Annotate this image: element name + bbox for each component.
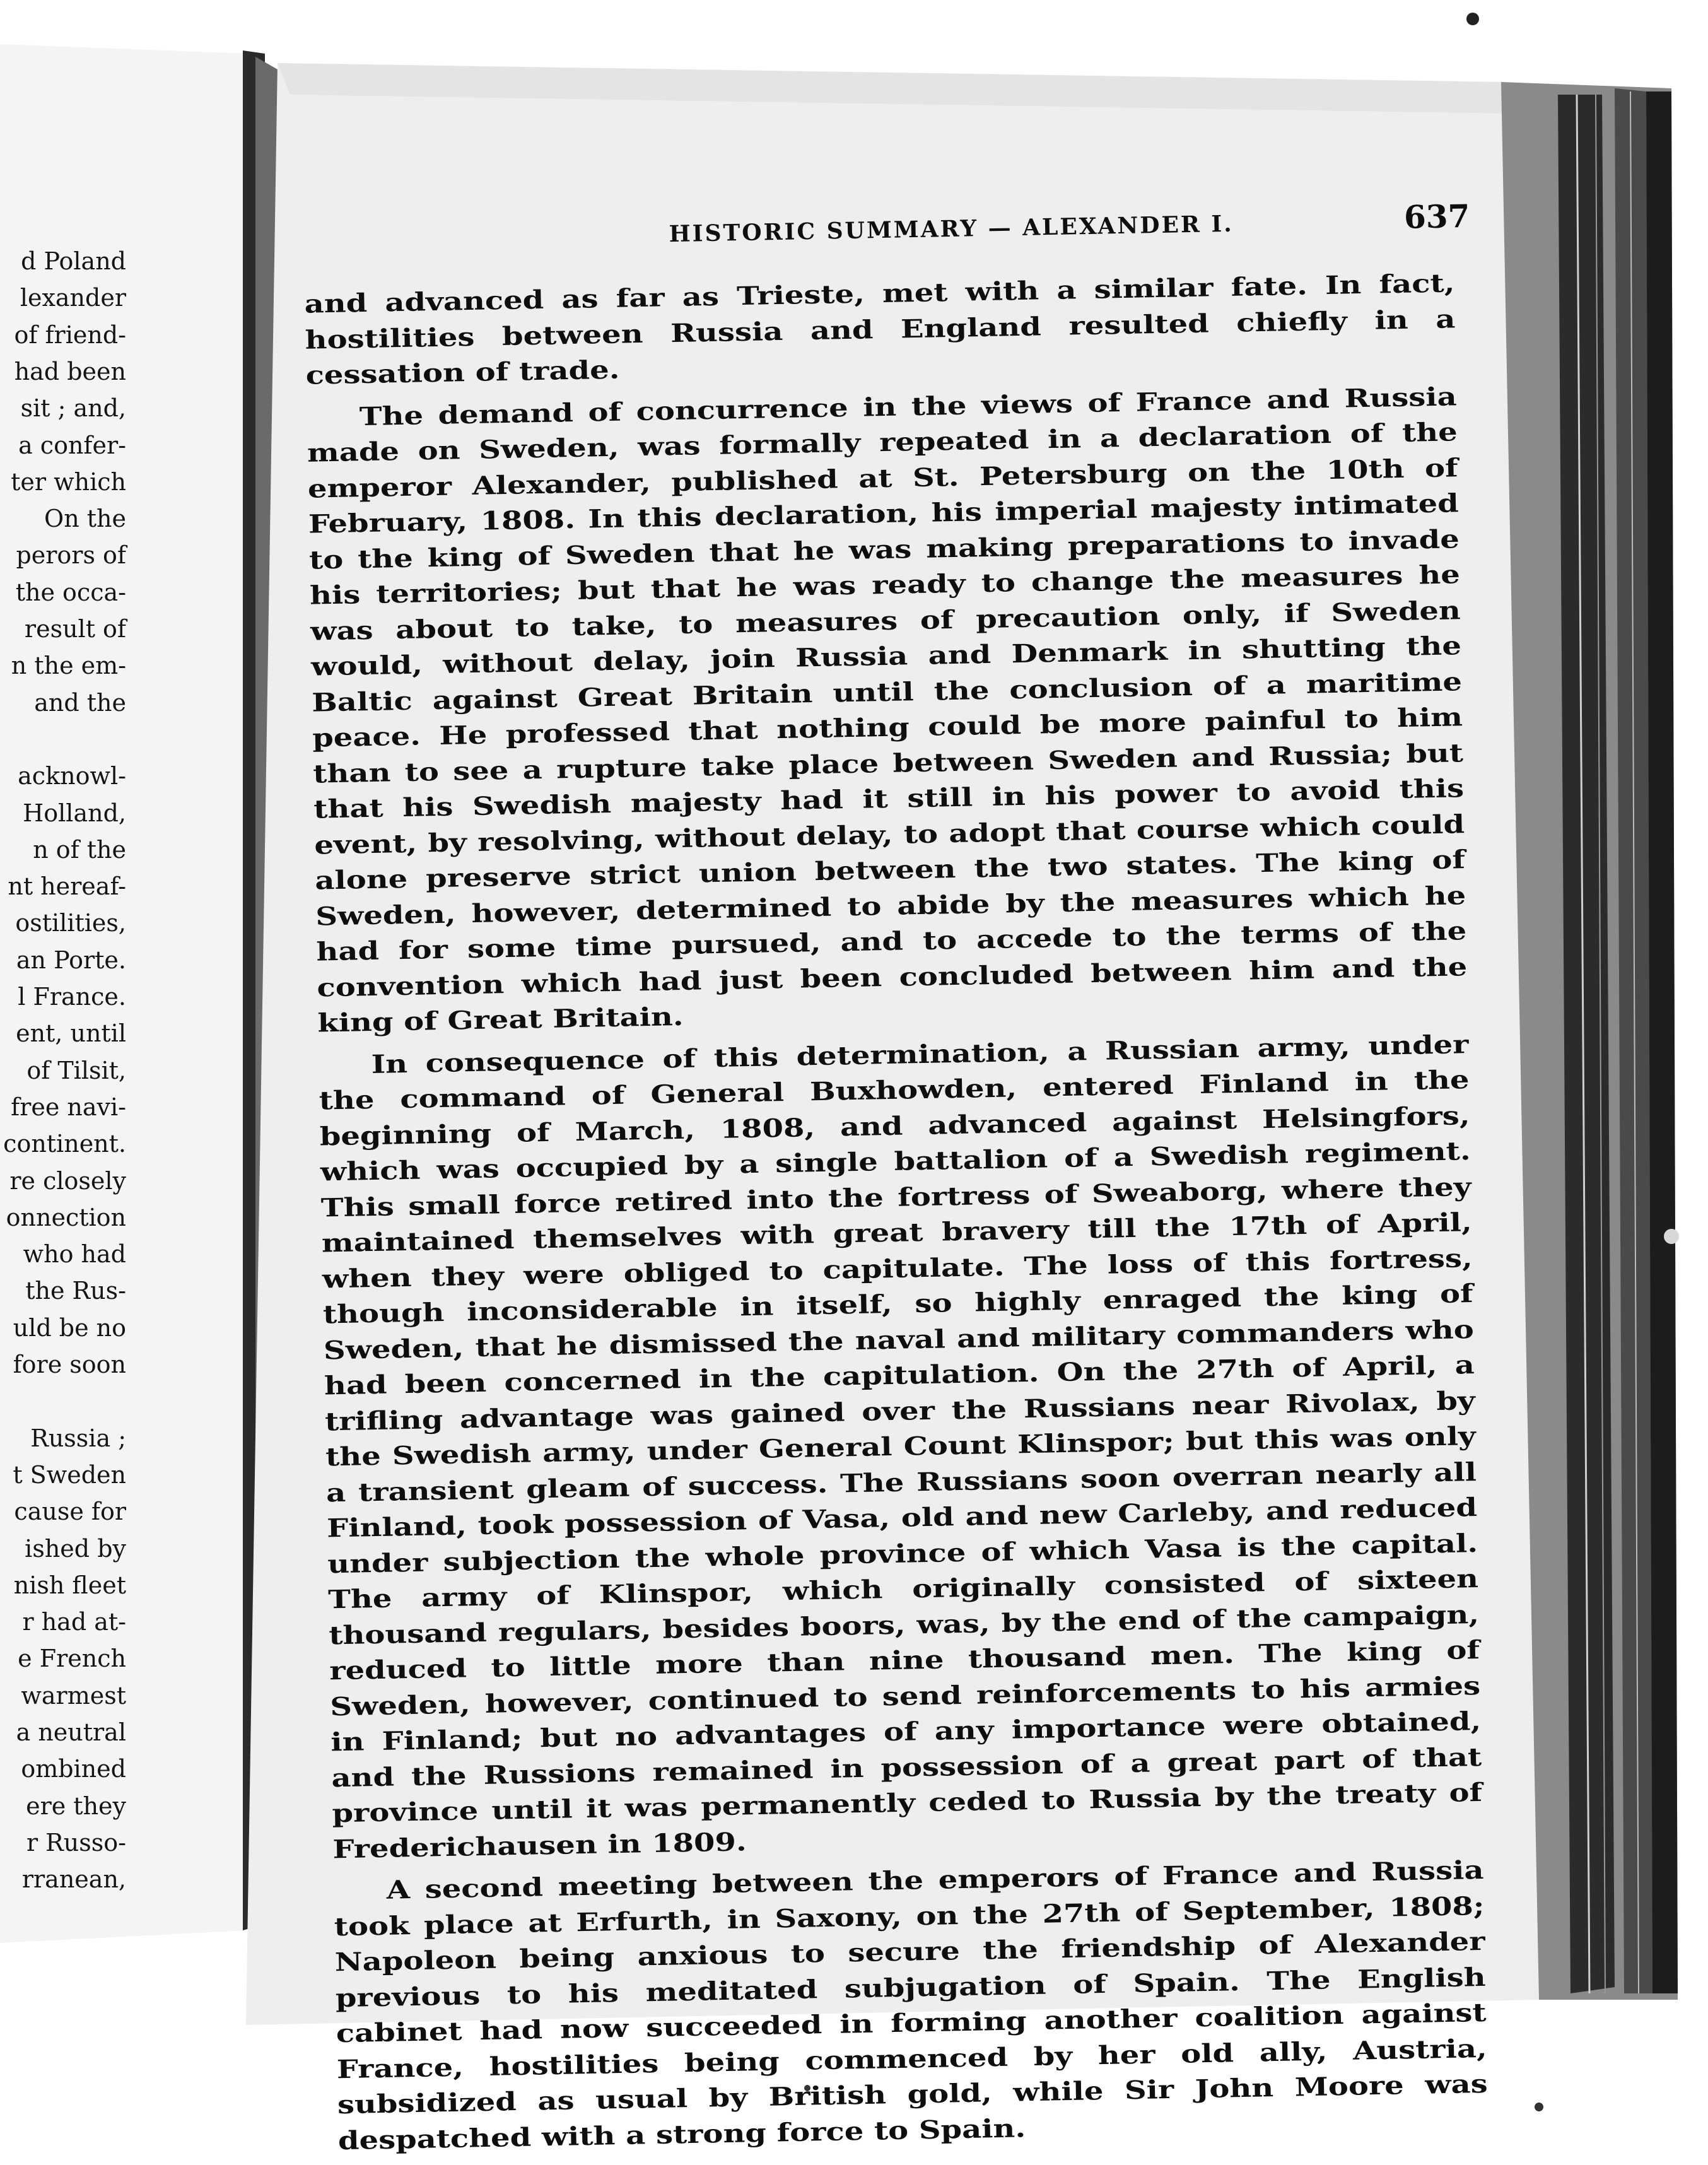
facing-page-line: had been — [14, 357, 126, 385]
facing-page-line: r Russo- — [26, 1828, 126, 1857]
facing-page-line: lexander — [20, 284, 126, 312]
facing-page-line: ent, until — [16, 1019, 126, 1048]
facing-page-line: of friend- — [14, 320, 126, 349]
paragraph: In consequence of this determination, a Russian army, under the command of General Buxhowden, entered Finland in the beginning of March, 1808, and advanced against Helsingfors, which was occupied by a single battalion of a Swedish regiment. This small force retired into the fortress of Sweaborg, where they maintained themselves with great bravery till the 17th of April, when they were obliged to capitulate. The loss of this fortress, though inconsiderable in itself, so highly enraged the king of Sweden, that he dismissed the naval and military commanders who had been concerned in the capitulation. On the 27th of April, a trifling advantage was gained over the Russians near Rivolax, by the Swedish army, under General Count Klinspor; but this was only a transient gleam of success. The Russians soon overran nearly all Finland, took possession of Vasa, old and new Carleby, and reduced under subjection the whole province of which Vasa is the capital. The army of Klinspor, which originally consisted of sixteen thousand regulars, besides boors, was, by the end of the campaign, reduced to little more than nine thousand men. The king of Sweden, however, continued to send reinforcements to his armies in Finland; but no advantages of any importance were obtained, and the Russions remained in possession of a great part of that province until it was permanently ceded to Russia by the treaty of Frederichausen in 1809. — [319, 1029, 1483, 1864]
facing-page-line: uld be no — [13, 1313, 126, 1342]
book-page — [303, 197, 1489, 2156]
facing-page-line: ere they — [26, 1792, 126, 1820]
facing-page-line: nish fleet — [13, 1571, 126, 1599]
facing-page-line: ter which — [11, 467, 126, 496]
facing-page-line: l France. — [18, 983, 126, 1011]
paragraph: The demand of concurrence in the views of France and Russia made on Sweden, was formally repeated in a declaration of the emperor Alexander, published at St. Petersburg on the 10th of February, 1808. In this declaration, his imperial majesty intimated to the king of Sweden that he was making preparations to invade his territories; but that he was ready to change the measures he was about to take, to measures of precaution only, if Sweden would, without delay, join Russia and Denmark in shutting the Baltic against Great Britain until the conclusion of a maritime peace. He professed that nothing could be more painful to him than to see a rupture take place between Sweden and Russia; but that his Swedish majesty had it still in his power to avoid this event, by resolving, without delay, to adopt that course which could alone preserve strict union between the two states. The king of Sweden, however, determined to abide by the measures which he had for some time pursued, and to accede to the terms of the convention which had just been concluded between him and the king of Great Britain. — [307, 381, 1468, 1038]
facing-page-line: of Tilsit, — [26, 1056, 126, 1084]
facing-page-line: sit ; and, — [20, 394, 126, 423]
facing-page-line: the occa- — [15, 578, 126, 606]
facing-page-line: fore soon — [13, 1351, 126, 1378]
paragraph: A second meeting between the emperors of France and Russia took place at Erfurth, in Saxony, on the 27th of September, 1808; Napoleon being anxious to secure the friendship of Alexander previous to his meditated subjugation of Spain. The English cabinet had now succeeded in forming another coalition against France, hostilities being commenced by her old ally, Austria, subsidized as usual by British gold, while Sir John Moore was despatched with a strong force to Spain. — [334, 1855, 1489, 2156]
facing-page-line: continent. — [3, 1130, 126, 1158]
facing-page-line: perors of — [16, 541, 126, 570]
facing-page-line: an Porte. — [16, 946, 126, 974]
facing-page-line: re closely — [9, 1166, 126, 1195]
facing-page-line: Russia ; — [30, 1424, 126, 1452]
facing-page-line: ostilities, — [15, 909, 126, 937]
facing-page-line: the Rus- — [25, 1277, 126, 1305]
facing-page-line: t Sweden — [13, 1460, 126, 1489]
facing-page-line: free navi- — [11, 1093, 126, 1121]
facing-page-line: n the em- — [11, 652, 126, 680]
facing-page-line: a confer- — [18, 431, 126, 459]
page-body — [304, 266, 1489, 2165]
facing-page-line: nt hereaf- — [8, 872, 126, 901]
facing-page-line: onnection — [6, 1203, 126, 1231]
facing-page-line: e French — [18, 1645, 126, 1673]
facing-page-line: On the — [44, 505, 126, 533]
running-head-title: HISTORIC SUMMARY — ALEXANDER I. — [669, 210, 1234, 248]
paragraph: and advanced as far as Trieste, met with a similar fate. In fact, hostilities between Russia and England resulted chiefly in a cessation of trade. — [304, 268, 1456, 390]
facing-page-line: ished by — [25, 1534, 126, 1563]
facing-page-line: warmest — [21, 1681, 126, 1710]
facing-page-line: r had at- — [22, 1608, 126, 1636]
facing-page-line: result of — [24, 615, 126, 643]
facing-page-line: cause for — [14, 1498, 126, 1526]
facing-page-line: d Poland — [21, 247, 126, 275]
facing-page-line: Holland, — [23, 799, 126, 827]
facing-page-line: acknowl- — [18, 762, 126, 790]
facing-page-line: a neutral — [16, 1718, 126, 1746]
facing-page-line: who had — [23, 1240, 126, 1269]
page-number: 637 — [1403, 197, 1470, 236]
facing-page-line: and the — [34, 688, 126, 717]
facing-page-line: rranean, — [21, 1865, 126, 1894]
facing-page-line: ombined — [21, 1755, 126, 1783]
facing-page-line: n of the — [33, 835, 126, 864]
